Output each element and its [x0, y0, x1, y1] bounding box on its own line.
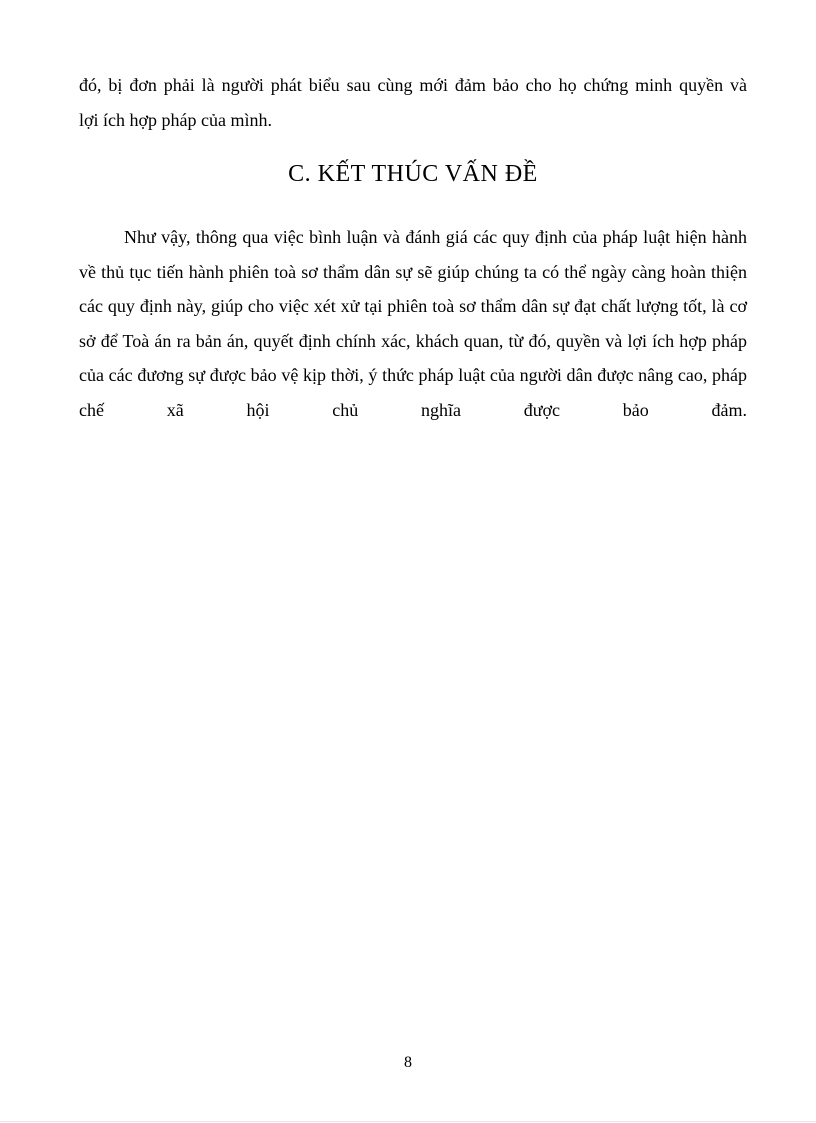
intro-paragraph	[79, 68, 747, 137]
intro-line-2: lợi ích hợp pháp của mình.	[79, 109, 272, 130]
conclusion-paragraph: Như vậy, thông qua việc bình luận và đánh giá các quy định của pháp luật hiện hành về thủ tục tiến hành phiên toà sơ thẩm dân sự sẽ giúp chúng ta có thể ngày càng hoàn thiện các quy định này, giúp cho việc xét xử tại phiên toà sơ thẩm dân sự đạt chất lượng tốt, là cơ sở để Toà án ra bản án, quyết định chính xác, khách quan, từ đó, quyền và lợi ích hợp pháp của các đương sự được bảo vệ kịp thời, ý thức pháp luật của người dân được nâng cao, pháp chế xã hội chủ nghĩa được bảo đảm.	[79, 227, 747, 420]
intro-line-1: đó, bị đơn phải là người phát biểu sau cùng mới đảm bảo cho họ chứng minh quyền và	[79, 75, 747, 95]
page-bottom-edge	[0, 1121, 816, 1122]
page-number: 8	[404, 1054, 412, 1071]
section-heading: C. KẾT THÚC VẤN ĐỀ	[288, 161, 538, 187]
